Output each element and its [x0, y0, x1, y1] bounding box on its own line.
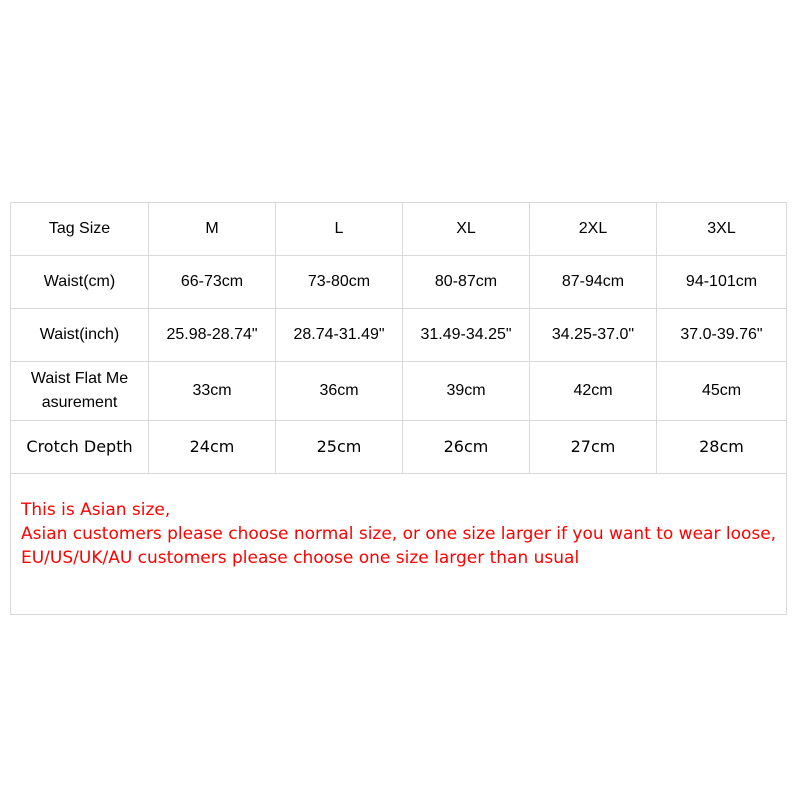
- table-row-waist-flat: [11, 362, 787, 421]
- table-cell: 37.0-39.76": [657, 309, 787, 362]
- table-row-waist-cm: [11, 256, 787, 309]
- table-row-crotch-depth: [11, 421, 787, 474]
- notes-row: [11, 474, 787, 615]
- table-header-row: [11, 203, 787, 256]
- table-cell: 87-94cm: [530, 256, 657, 309]
- size-notes: [11, 474, 787, 615]
- table-cell: 94-101cm: [657, 256, 787, 309]
- row-label-line: asurement: [41, 394, 118, 411]
- table-cell: 24cm: [149, 421, 276, 474]
- size-3xl-header: 3XL: [657, 203, 787, 256]
- table-cell: 42cm: [530, 362, 657, 421]
- row-label-line: Waist Flat Me: [30, 370, 129, 387]
- note-line: This is Asian size,: [21, 500, 171, 520]
- table-cell: 36cm: [276, 362, 403, 421]
- note-line: Asian customers please choose normal size, or one size larger if you want to wear loose,: [21, 524, 777, 544]
- table-cell: 39cm: [403, 362, 530, 421]
- table-cell: 66-73cm: [149, 256, 276, 309]
- size-table: [10, 202, 787, 615]
- table-cell: 28.74-31.49": [276, 309, 403, 362]
- table-cell: 33cm: [149, 362, 276, 421]
- tag-size-label: Tag Size: [11, 203, 149, 256]
- row-label-waist-inch: Waist(inch): [11, 309, 149, 362]
- size-l-header: L: [276, 203, 403, 256]
- size-2xl-header: 2XL: [530, 203, 657, 256]
- table-row-waist-inch: [11, 309, 787, 362]
- size-chart: [10, 202, 786, 594]
- table-cell: 28cm: [657, 421, 787, 474]
- table-cell: 25cm: [276, 421, 403, 474]
- table-cell: 45cm: [657, 362, 787, 421]
- table-cell: 31.49-34.25": [403, 309, 530, 362]
- row-label-waist-cm: Waist(cm): [11, 256, 149, 309]
- table-cell: 25.98-28.74": [149, 309, 276, 362]
- note-line: EU/US/UK/AU customers please choose one size larger than usual: [21, 548, 580, 568]
- table-cell: 34.25-37.0": [530, 309, 657, 362]
- row-label-waist-flat: [11, 362, 149, 421]
- size-xl-header: XL: [403, 203, 530, 256]
- table-cell: 27cm: [530, 421, 657, 474]
- row-label-crotch-depth: Crotch Depth: [11, 421, 149, 474]
- table-cell: 80-87cm: [403, 256, 530, 309]
- table-cell: 73-80cm: [276, 256, 403, 309]
- table-cell: 26cm: [403, 421, 530, 474]
- size-m-header: M: [149, 203, 276, 256]
